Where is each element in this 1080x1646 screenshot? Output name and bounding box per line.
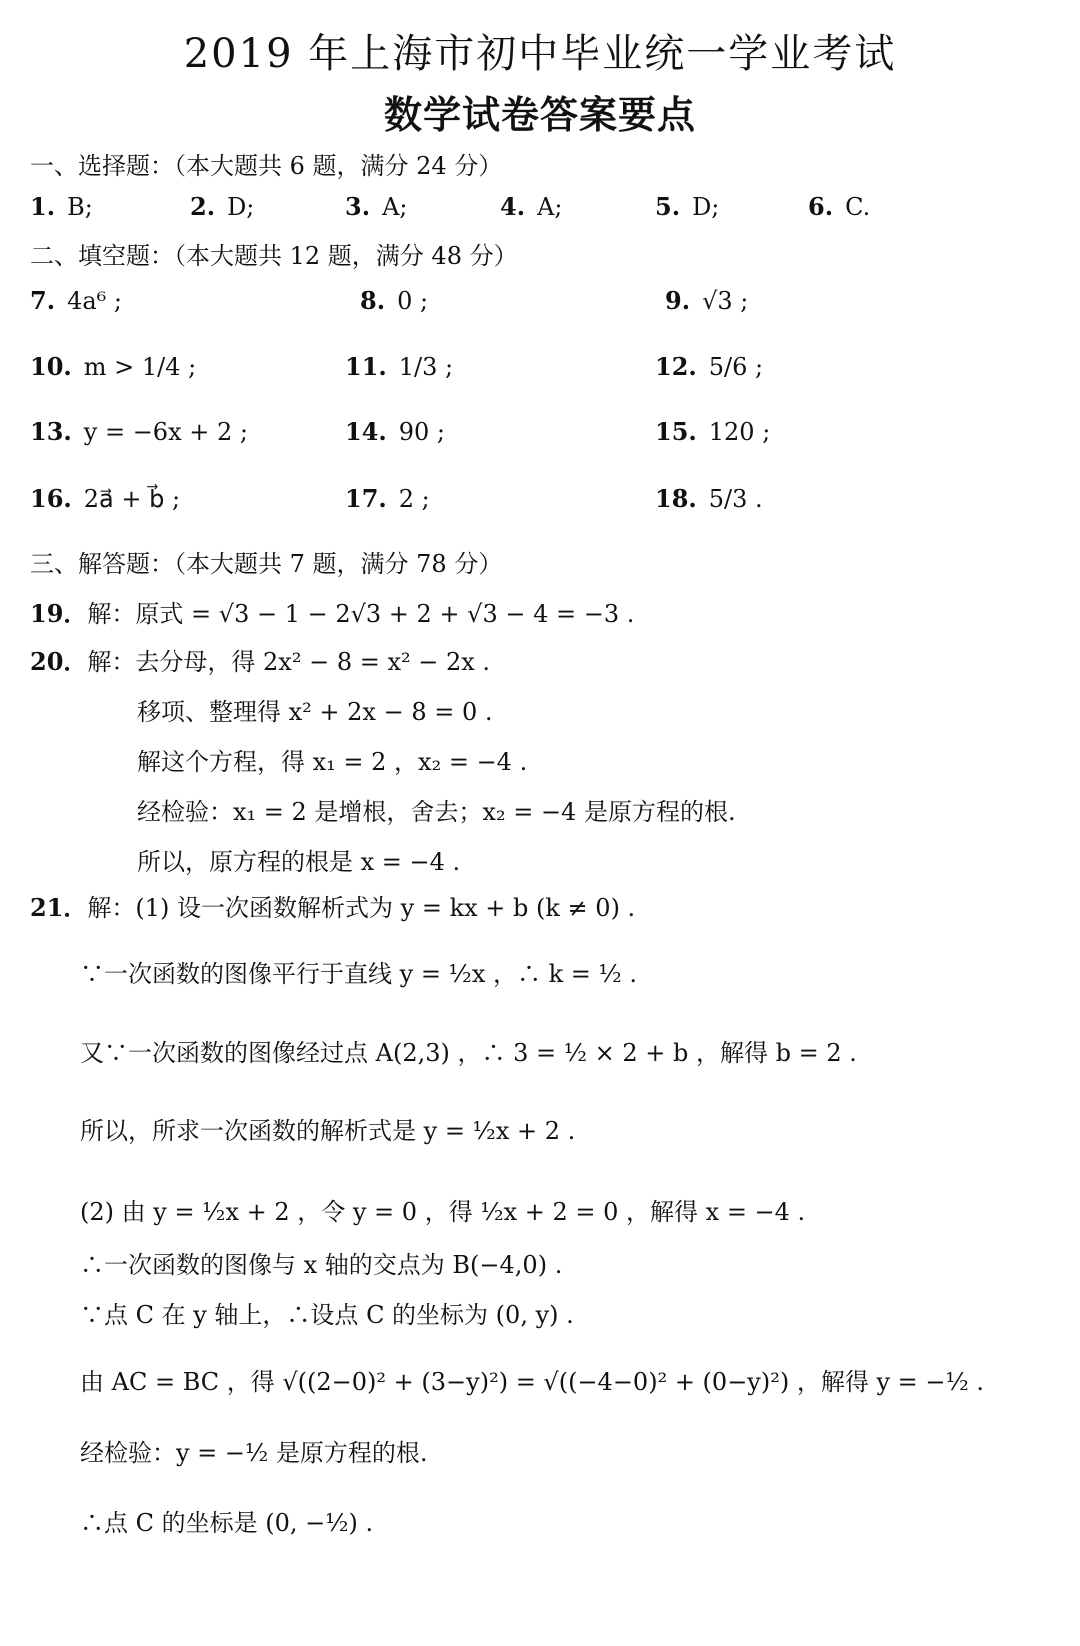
solution-21-line-8: 由 AC = BC ，得 √((2−0)² + (3−y)²) = √((−4−0)² + (0−y)²) ，解得 y = −½ . [80, 1368, 985, 1396]
section-solution-header: 三、解答题：（本大题共 7 题，满分 78 分） [30, 550, 503, 578]
solution-21-line-3: 又∵一次函数的图像经过点 A(2,3) ，∴ 3 = ½ × 2 + b ，解得 b = 2 . [80, 1039, 857, 1067]
fill-answer-18: 18. 5/3 . [655, 484, 763, 513]
solution-21-line-4: 所以，所求一次函数的解析式是 y = ½x + 2 . [80, 1117, 576, 1145]
solution-20-line-3: 解这个方程，得 x₁ = 2 ，x₂ = −4 . [137, 748, 528, 776]
solution-21-line-2: ∵一次函数的图像平行于直线 y = ½x ，∴ k = ½ . [80, 960, 638, 988]
solution-21-line-5: (2) 由 y = ½x + 2 ，令 y = 0 ，得 ½x + 2 = 0 ，解得 x = −4 . [80, 1198, 806, 1226]
fill-answer-13: 13. y = −6x + 2 ; [30, 417, 248, 446]
fill-answers-row-1 [0, 286, 1080, 346]
choice-answer-1: 1. B; [30, 192, 93, 221]
solution-20-line-5: 所以，原方程的根是 x = −4 . [137, 848, 461, 876]
fill-answer-10: 10. m > 1/4 ; [30, 352, 197, 381]
choice-answer-6: 6. C. [808, 192, 871, 221]
solution-20-line-4: 经检验：x₁ = 2 是增根，舍去；x₂ = −4 是原方程的根. [137, 798, 736, 826]
solution-21-line-7: ∵点 C 在 y 轴上，∴设点 C 的坐标为 (0, y) . [80, 1301, 574, 1329]
fill-answers-row-2 [0, 352, 1080, 412]
document-subtitle: 数学试卷答案要点 [383, 92, 696, 137]
fill-answer-17: 17. 2 ; [345, 484, 430, 513]
fill-answers-row-4 [0, 484, 1080, 544]
solution-19: 19．解：原式 = √3 − 1 − 2√3 + 2 + √3 − 4 = −3 . [30, 599, 635, 628]
fill-answer-16: 16. 2a⃗ + b⃗ ; [30, 484, 181, 513]
fill-answer-7: 7. 4a⁶ ; [30, 286, 122, 315]
choice-answer-2: 2. D; [190, 192, 255, 221]
choice-answer-5: 5. D; [655, 192, 720, 221]
fill-answer-8: 8. 0 ; [360, 286, 429, 315]
solution-21-line-6: ∴一次函数的图像与 x 轴的交点为 B(−4,0) . [80, 1251, 563, 1279]
fill-answer-11: 11. 1/3 ; [345, 352, 454, 381]
solution-21-line-9: 经检验：y = −½ 是原方程的根. [80, 1439, 428, 1467]
fill-answer-14: 14. 90 ; [345, 417, 446, 446]
choice-answer-3: 3. A; [345, 192, 408, 221]
section-fill-header: 二、填空题：（本大题共 12 题，满分 48 分） [30, 242, 518, 270]
fill-answer-15: 15. 120 ; [655, 417, 771, 446]
section-choice-header: 一、选择题：（本大题共 6 题，满分 24 分） [30, 152, 503, 180]
solution-20-line-2: 移项、整理得 x² + 2x − 8 = 0 . [137, 698, 493, 726]
fill-answer-9: 9. √3 ; [665, 286, 749, 315]
solution-21-line-1: 21．解：(1) 设一次函数解析式为 y = kx + b (k ≠ 0) . [30, 893, 636, 922]
solution-20-line-1: 20．解：去分母，得 2x² − 8 = x² − 2x . [30, 647, 491, 676]
fill-answer-12: 12. 5/6 ; [655, 352, 764, 381]
solution-21-line-10: ∴点 C 的坐标是 (0, −½) . [80, 1509, 374, 1537]
choice-answer-4: 4. A; [500, 192, 563, 221]
document-title: 2019 年上海市初中毕业统一学业考试 [183, 31, 897, 77]
fill-answers-row-3 [0, 417, 1080, 477]
